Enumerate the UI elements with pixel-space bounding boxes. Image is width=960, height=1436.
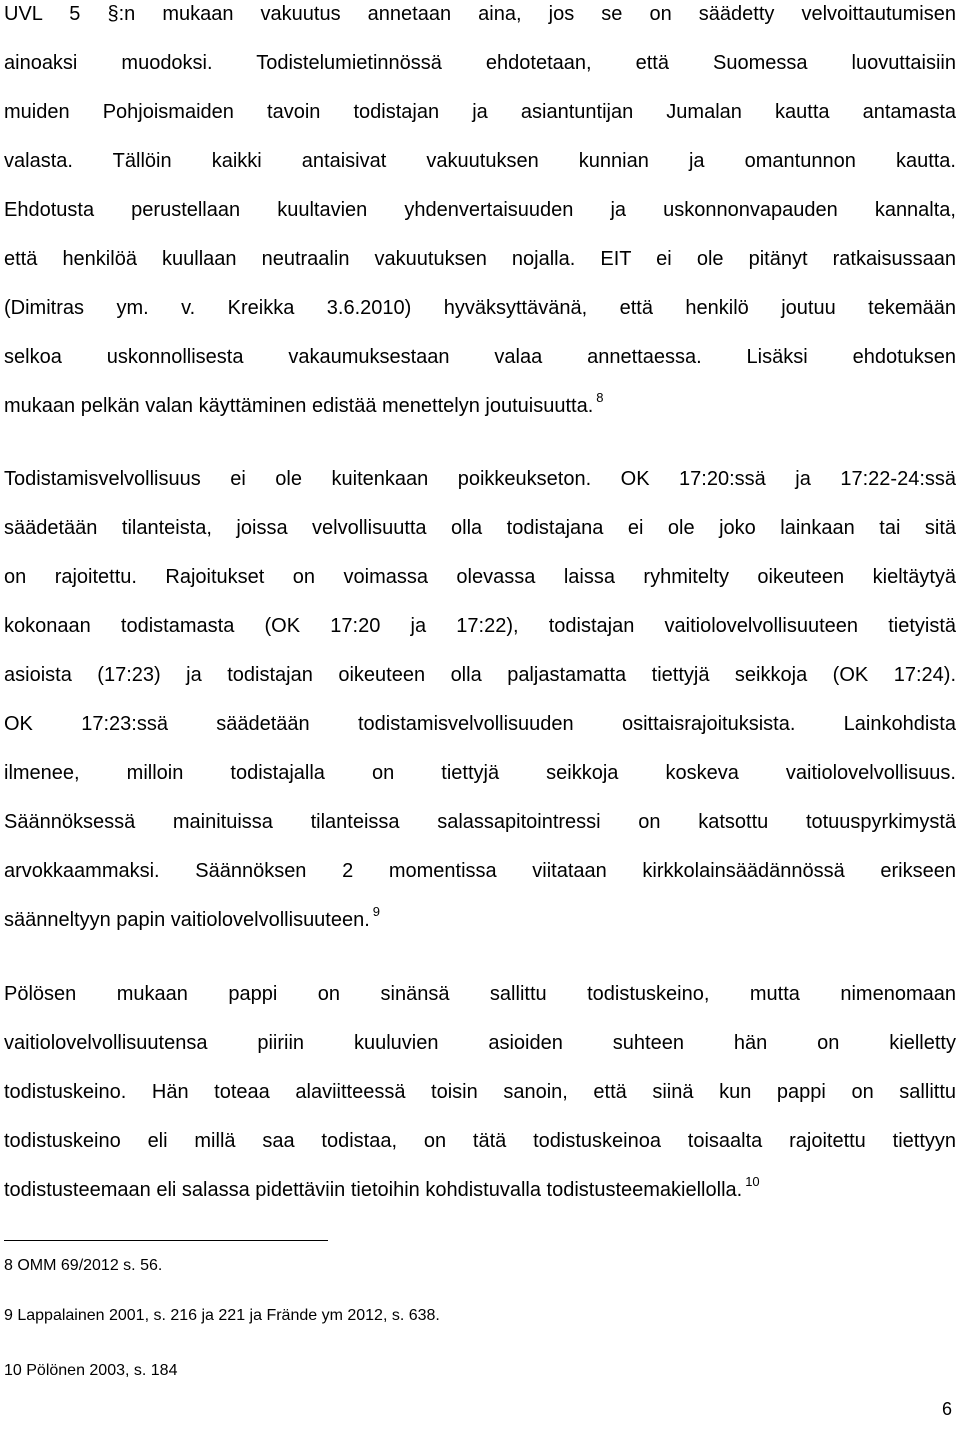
text-line-content: säänneltyyn papin vaitiolovelvollisuuteen. (4, 909, 370, 931)
footnote-ref-9[interactable]: 9 (372, 904, 381, 919)
text-line: valasta. Tällöin kaikki antaisivat vakuutuksen kunnian ja omantunnon kautta. (4, 150, 956, 172)
footnote-8: 8 OMM 69/2012 s. 56. (4, 1257, 163, 1274)
text-line: arvokkaammaksi. Säännöksen 2 momentissa viitataan kirkkolainsäädännössä erikseen (4, 860, 956, 882)
footnote-ref-10[interactable]: 10 (745, 1174, 760, 1189)
text-line-content: mukaan pelkän valan käyttäminen edistää menettelyn joutuisuutta. (4, 395, 594, 417)
text-line: Ehdotusta perustellaan kuultavien yhdenvertaisuuden ja uskonnonvapauden kannalta, (4, 199, 956, 221)
text-line: ainoaksi muodoksi. Todistelumietinnössä ehdotetaan, että Suomessa luovuttaisiin (4, 52, 956, 74)
text-line: vaitiolovelvollisuutensa piiriin kuuluvien asioiden suhteen hän on kielletty (4, 1032, 956, 1054)
text-line: OK 17:23:ssä säädetään todistamisvelvollisuuden osittaisrajoituksista. Lainkohdista (4, 713, 956, 735)
text-line: UVL 5 §:n mukaan vakuutus annetaan aina, jos se on säädetty velvoittautumisen (4, 3, 956, 25)
footnote-ref-8[interactable]: 8 (596, 390, 604, 405)
text-line: kokonaan todistamasta (OK 17:20 ja 17:22), todistajan vaitiolovelvollisuuteen tietyistä (4, 615, 956, 637)
text-line (4, 904, 956, 934)
text-line: todistuskeino. Hän toteaa alaviitteessä toisin sanoin, että siinä kun pappi on sallittu (4, 1081, 956, 1103)
text-line: ilmenee, milloin todistajalla on tiettyjä seikkoja koskeva vaitiolovelvollisuus. (4, 762, 956, 784)
text-line: muiden Pohjoismaiden tavoin todistajan ja asiantuntijan Jumalan kautta antamasta (4, 101, 956, 123)
text-line: (Dimitras ym. v. Kreikka 3.6.2010) hyväksyttävänä, että henkilö joutuu tekemään (4, 297, 956, 319)
text-line (4, 1174, 956, 1204)
text-line: Todistamisvelvollisuus ei ole kuitenkaan poikkeukseton. OK 17:20:ssä ja 17:22-24:ssä (4, 468, 956, 490)
text-line: että henkilöä kuullaan neutraalin vakuutuksen nojalla. EIT ei ole pitänyt ratkaisussaan (4, 248, 956, 270)
text-line (4, 390, 956, 420)
text-line: säädetään tilanteista, joissa velvollisuutta olla todistajana ei ole joko lainkaan tai sitä (4, 517, 956, 539)
text-line: asioista (17:23) ja todistajan oikeuteen olla paljastamatta tiettyjä seikkoja (OK 17:24). (4, 664, 956, 686)
text-line: Säännöksessä mainituissa tilanteissa salassapitointressi on katsottu totuuspyrkimystä (4, 811, 956, 833)
footnote-9: 9 Lappalainen 2001, s. 216 ja 221 ja Frände ym 2012, s. 638. (4, 1307, 440, 1324)
footnote-separator (4, 1240, 328, 1241)
text-line: todistuskeino eli millä saa todistaa, on tätä todistuskeinoa toisaalta rajoitettu tiettyyn (4, 1130, 956, 1152)
page-number: 6 (941, 1399, 952, 1419)
text-line: on rajoitettu. Rajoitukset on voimassa olevassa laissa ryhmitelty oikeuteen kieltäytyä (4, 566, 956, 588)
text-line: Pölösen mukaan pappi on sinänsä sallittu todistuskeino, mutta nimenomaan (4, 983, 956, 1005)
footnote-10: 10 Pölönen 2003, s. 184 (4, 1362, 178, 1379)
text-line-content: todistusteemaan eli salassa pidettäviin tietoihin kohdistuvalla todistusteemakiellolla. (4, 1179, 743, 1201)
text-line: selkoa uskonnollisesta vakaumuksestaan valaa annettaessa. Lisäksi ehdotuksen (4, 346, 956, 368)
